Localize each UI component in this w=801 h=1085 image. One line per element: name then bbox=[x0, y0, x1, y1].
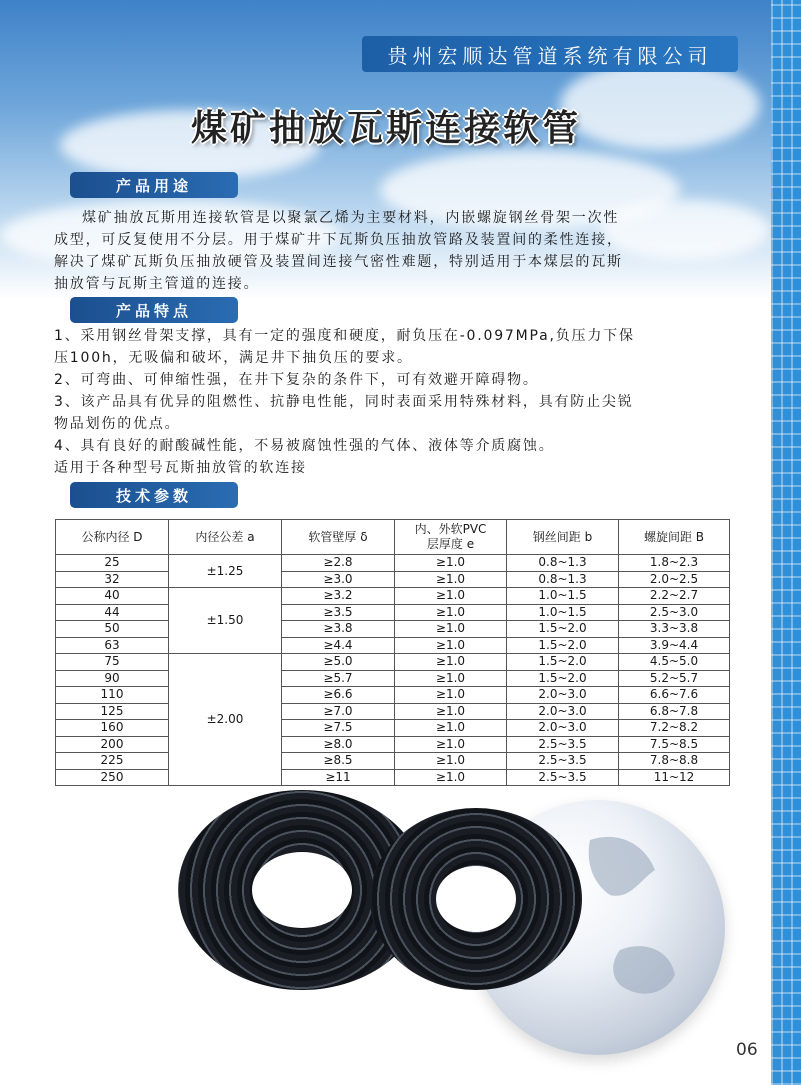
usage-line: 解决了煤矿瓦斯负压抽放硬管及装置间连接气密性难题，特别适用于本煤层的瓦斯 bbox=[54, 254, 623, 270]
header-spiral-pitch: 螺旋间距 B bbox=[619, 520, 730, 555]
table-row: 200 ≥8.0 ≥1.0 2.5~3.5 7.5~8.5 bbox=[56, 736, 730, 753]
header-pvc-layer-thickness: 内、外软PVC 层厚度 e bbox=[395, 520, 507, 555]
usage-line: 煤矿抽放瓦斯用连接软管是以聚氯乙烯为主要材料，内嵌螺旋钢丝骨架一次性 bbox=[82, 210, 620, 226]
feature-line: 适用于各种型号瓦斯抽放管的软连接 bbox=[54, 460, 307, 476]
usage-line: 抽放管与瓦斯主管道的连接。 bbox=[54, 276, 260, 292]
header-wall-thickness: 软管壁厚 δ bbox=[282, 520, 395, 555]
features-list bbox=[54, 325, 730, 479]
table-row: 50 ≥3.8 ≥1.0 1.5~2.0 3.3~3.8 bbox=[56, 621, 730, 638]
feature-line: 3、该产品具有优异的阻燃性、抗静电性能，同时表面采用特殊材料，具有防止尖锐 bbox=[54, 394, 634, 410]
page-title: 煤矿抽放瓦斯连接软管 bbox=[190, 107, 581, 149]
feature-line: 压100h，无吸偏和破坏，满足井下抽负压的要求。 bbox=[54, 350, 413, 366]
table-row: 250 ≥11 ≥1.0 2.5~3.5 11~12 bbox=[56, 769, 730, 786]
header-nominal-diameter: 公称内径 D bbox=[56, 520, 169, 555]
company-name-banner bbox=[362, 36, 738, 72]
spec-table bbox=[55, 519, 730, 786]
feature-line: 物品划伤的优点。 bbox=[54, 416, 181, 432]
feature-line: 1、采用钢丝骨架支撑，具有一定的强度和硬度，耐负压在-0.097MPa,负压力下保 bbox=[54, 328, 635, 344]
section-heading-features: 产品特点 bbox=[70, 297, 238, 323]
table-row: 90 ≥5.7 ≥1.0 1.5~2.0 5.2~5.7 bbox=[56, 670, 730, 687]
tolerance-cell: ±2.00 bbox=[169, 654, 282, 786]
table-row: 63 ≥4.4 ≥1.0 1.5~2.0 3.9~4.4 bbox=[56, 637, 730, 654]
table-row: 75 ±2.00 ≥5.0 ≥1.0 1.5~2.0 4.5~5.0 bbox=[56, 654, 730, 671]
table-row: 40 ±1.50 ≥3.2 ≥1.0 1.0~1.5 2.2~2.7 bbox=[56, 588, 730, 605]
tolerance-cell: ±1.50 bbox=[169, 588, 282, 654]
table-row: 225 ≥8.5 ≥1.0 2.5~3.5 7.8~8.8 bbox=[56, 753, 730, 770]
table-header-row bbox=[56, 520, 730, 555]
table-row: 125 ≥7.0 ≥1.0 2.0~3.0 6.8~7.8 bbox=[56, 703, 730, 720]
page-number: 06 bbox=[736, 1040, 758, 1060]
header-diameter-tolerance: 内径公差 a bbox=[169, 520, 282, 555]
section-heading-usage: 产品用途 bbox=[70, 172, 238, 198]
feature-line: 2、可弯曲、可伸缩性强，在井下复杂的条件下，可有效避开障碍物。 bbox=[54, 372, 539, 388]
usage-paragraph bbox=[54, 207, 730, 295]
section-heading-specs: 技术参数 bbox=[70, 482, 238, 508]
table-row: 25 ±1.25 ≥2.8 ≥1.0 0.8~1.3 1.8~2.3 bbox=[56, 555, 730, 572]
table-row: 160 ≥7.5 ≥1.0 2.0~3.0 7.2~8.2 bbox=[56, 720, 730, 737]
hose-coil-image bbox=[370, 808, 582, 990]
header-wire-spacing: 钢丝间距 b bbox=[507, 520, 619, 555]
feature-line: 4、具有良好的耐酸碱性能，不易被腐蚀性强的气体、液体等介质腐蚀。 bbox=[54, 438, 555, 454]
tolerance-cell: ±1.25 bbox=[169, 555, 282, 588]
table-row: 110 ≥6.6 ≥1.0 2.0~3.0 6.6~7.6 bbox=[56, 687, 730, 704]
company-name: 贵州宏顺达管道系统有限公司 bbox=[387, 43, 713, 68]
usage-line: 成型，可反复使用不分层。用于煤矿井下瓦斯负压抽放管路及装置间的柔性连接， bbox=[54, 232, 623, 248]
table-row: 44 ≥3.5 ≥1.0 1.0~1.5 2.5~3.0 bbox=[56, 604, 730, 621]
table-row: 32 ≥3.0 ≥1.0 0.8~1.3 2.0~2.5 bbox=[56, 571, 730, 588]
side-mosaic-band bbox=[771, 0, 801, 1085]
